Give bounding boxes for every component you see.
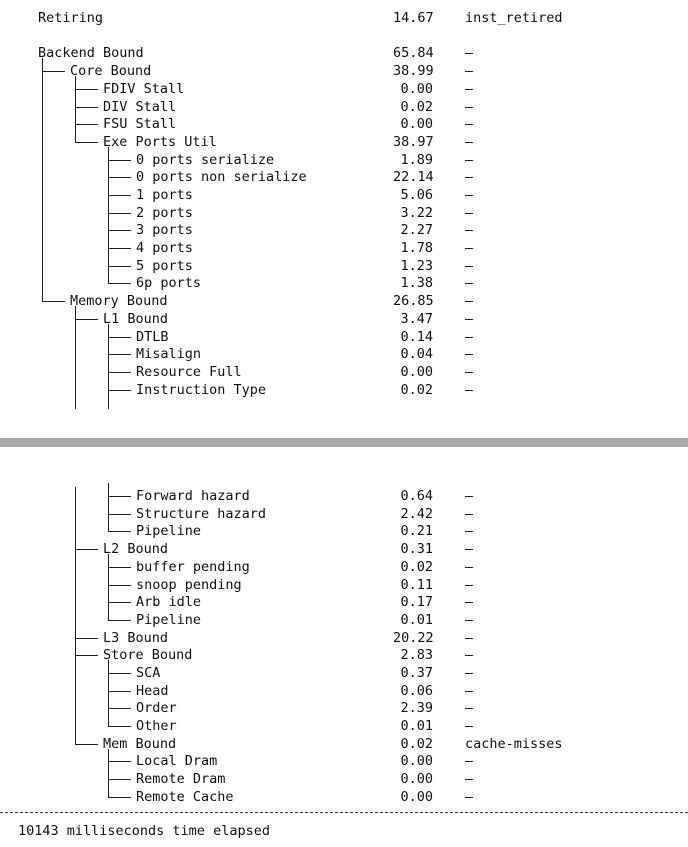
event-placeholder: —	[465, 718, 474, 734]
metric-name: Mem Bound	[103, 736, 177, 752]
event-placeholder: —	[465, 99, 474, 115]
event-placeholder: —	[465, 523, 474, 539]
metric-value: 65.84	[393, 45, 434, 61]
event-name: cache-misses	[465, 736, 563, 752]
dashed-separator	[0, 812, 688, 813]
metric-name: snoop pending	[136, 577, 242, 593]
metric-row	[0, 788, 688, 806]
metric-row	[0, 540, 688, 558]
metric-value: 22.14	[393, 169, 434, 185]
metric-name: Order	[136, 700, 177, 716]
event-placeholder: —	[465, 346, 474, 362]
metric-row	[0, 345, 688, 363]
event-placeholder: —	[465, 647, 474, 663]
event-placeholder: —	[465, 63, 474, 79]
metric-name: Pipeline	[136, 523, 202, 539]
metric-value: 14.67	[393, 10, 434, 26]
metric-name: 5 ports	[136, 258, 193, 274]
metric-name: Forward hazard	[136, 488, 250, 504]
event-placeholder: —	[465, 665, 474, 681]
metric-name: Arb idle	[136, 594, 202, 610]
metric-name: 2 ports	[136, 205, 193, 221]
output-bottom-panel	[0, 447, 688, 847]
metric-row	[0, 505, 688, 523]
metric-value: 2.27	[400, 222, 433, 238]
event-placeholder: —	[465, 152, 474, 168]
metric-row	[0, 593, 688, 611]
metric-value: 0.64	[400, 488, 433, 504]
metric-name: L1 Bound	[103, 311, 169, 327]
metric-name: 3 ports	[136, 222, 193, 238]
metric-row	[0, 699, 688, 717]
pane-divider[interactable]	[0, 438, 688, 447]
metric-row	[0, 115, 688, 133]
event-placeholder: —	[465, 205, 474, 221]
metric-row	[0, 204, 688, 222]
metric-value: 20.22	[393, 630, 434, 646]
event-placeholder: —	[465, 789, 474, 805]
metric-row	[0, 646, 688, 664]
metric-value: 38.99	[393, 63, 434, 79]
metric-name: Local Dram	[136, 753, 218, 769]
metric-value: 1.89	[400, 152, 433, 168]
metric-name: L3 Bound	[103, 630, 169, 646]
metric-value: 0.37	[400, 665, 433, 681]
metric-row	[0, 363, 688, 381]
metric-value: 0.02	[400, 99, 433, 115]
metric-row	[0, 576, 688, 594]
metric-row	[0, 239, 688, 257]
metric-name: FDIV Stall	[103, 81, 185, 97]
event-placeholder: —	[465, 329, 474, 345]
metric-name: Instruction Type	[136, 382, 267, 398]
event-placeholder: —	[465, 169, 474, 185]
metric-row	[0, 717, 688, 735]
event-placeholder: —	[465, 753, 474, 769]
metric-value: 0.11	[400, 577, 433, 593]
event-placeholder: —	[465, 240, 474, 256]
metric-name: Head	[136, 683, 169, 699]
metric-value: 3.47	[400, 311, 433, 327]
metric-name: buffer pending	[136, 559, 250, 575]
metric-name: 0 ports non serialize	[136, 169, 307, 185]
metric-row	[0, 186, 688, 204]
metric-row	[0, 682, 688, 700]
metric-name: Backend Bound	[38, 45, 144, 61]
metric-row	[0, 151, 688, 169]
metric-row	[0, 487, 688, 505]
metric-value: 2.39	[400, 700, 433, 716]
event-placeholder: —	[465, 134, 474, 150]
metric-row	[0, 310, 688, 328]
metric-value: 0.00	[400, 753, 433, 769]
metric-row	[0, 44, 688, 62]
event-placeholder: —	[465, 116, 474, 132]
metric-value: 0.02	[400, 382, 433, 398]
metric-row	[0, 133, 688, 151]
event-placeholder: —	[465, 594, 474, 610]
metric-value: 1.78	[400, 240, 433, 256]
metric-name: Store Bound	[103, 647, 193, 663]
metric-row	[0, 9, 688, 27]
metric-name: Misalign	[136, 346, 202, 362]
metric-name: FSU Stall	[103, 116, 177, 132]
metric-value: 0.00	[400, 364, 433, 380]
event-placeholder: —	[465, 258, 474, 274]
metric-row	[0, 664, 688, 682]
metric-name: Remote Dram	[136, 771, 226, 787]
metric-name: DIV Stall	[103, 99, 177, 115]
metric-name: 0 ports serialize	[136, 152, 275, 168]
metric-value: 0.14	[400, 329, 433, 345]
metric-name: Structure hazard	[136, 506, 267, 522]
metric-row	[0, 381, 688, 399]
metric-value: 5.06	[400, 187, 433, 203]
metric-name: SCA	[136, 665, 161, 681]
event-placeholder: —	[465, 81, 474, 97]
metric-value: 0.31	[400, 541, 433, 557]
metric-value: 26.85	[393, 293, 434, 309]
metric-value: 3.22	[400, 205, 433, 221]
event-placeholder: —	[465, 630, 474, 646]
metric-name: 6p ports	[136, 275, 202, 291]
metric-value: 2.42	[400, 506, 433, 522]
event-placeholder: —	[465, 577, 474, 593]
metric-name: Retiring	[38, 10, 104, 26]
metric-value: 0.04	[400, 346, 433, 362]
metric-value: 1.23	[400, 258, 433, 274]
metric-value: 0.00	[400, 81, 433, 97]
metric-row	[0, 611, 688, 629]
event-placeholder: —	[465, 612, 474, 628]
metric-row	[0, 735, 688, 753]
metric-name: Remote Cache	[136, 789, 234, 805]
metric-row	[0, 328, 688, 346]
event-placeholder: —	[465, 311, 474, 327]
event-placeholder: —	[465, 683, 474, 699]
metric-name: L2 Bound	[103, 541, 169, 557]
event-placeholder: —	[465, 364, 474, 380]
metric-row	[0, 558, 688, 576]
metric-value: 0.01	[400, 612, 433, 628]
metric-row	[0, 98, 688, 116]
metric-value: 0.02	[400, 559, 433, 575]
metric-value: 0.17	[400, 594, 433, 610]
metric-value: 0.00	[400, 116, 433, 132]
metric-row	[0, 522, 688, 540]
metric-row	[0, 62, 688, 80]
metric-value: 38.97	[393, 134, 434, 150]
event-placeholder: —	[465, 541, 474, 557]
metric-value: 0.21	[400, 523, 433, 539]
metric-value: 1.38	[400, 275, 433, 291]
metric-row	[0, 770, 688, 788]
event-name: inst_retired	[465, 10, 563, 26]
event-placeholder: —	[465, 382, 474, 398]
metric-row	[0, 752, 688, 770]
event-placeholder: —	[465, 700, 474, 716]
metric-name: 4 ports	[136, 240, 193, 256]
event-placeholder: —	[465, 559, 474, 575]
metric-name: 1 ports	[136, 187, 193, 203]
event-placeholder: —	[465, 275, 474, 291]
metric-value: 0.06	[400, 683, 433, 699]
metric-value: 0.02	[400, 736, 433, 752]
event-placeholder: —	[465, 187, 474, 203]
metric-value: 2.83	[400, 647, 433, 663]
metric-name: Other	[136, 718, 177, 734]
event-placeholder: —	[465, 488, 474, 504]
metric-name: Core Bound	[70, 63, 152, 79]
metric-row	[0, 257, 688, 275]
metric-name: Pipeline	[136, 612, 202, 628]
metric-row	[0, 80, 688, 98]
event-placeholder: —	[465, 293, 474, 309]
elapsed-time: 10143 milliseconds time elapsed	[18, 823, 270, 839]
metric-name: Memory Bound	[70, 293, 168, 309]
metric-row	[0, 629, 688, 647]
metric-value: 0.00	[400, 789, 433, 805]
event-placeholder: —	[465, 45, 474, 61]
metric-row	[0, 292, 688, 310]
metric-row	[0, 274, 688, 292]
metric-name: Resource Full	[136, 364, 242, 380]
metric-name: DTLB	[136, 329, 169, 345]
metric-value: 0.01	[400, 718, 433, 734]
metric-name: Exe Ports Util	[103, 134, 217, 150]
metric-row	[0, 168, 688, 186]
event-placeholder: —	[465, 506, 474, 522]
metric-value: 0.00	[400, 771, 433, 787]
event-placeholder: —	[465, 771, 474, 787]
event-placeholder: —	[465, 222, 474, 238]
metric-row	[0, 221, 688, 239]
